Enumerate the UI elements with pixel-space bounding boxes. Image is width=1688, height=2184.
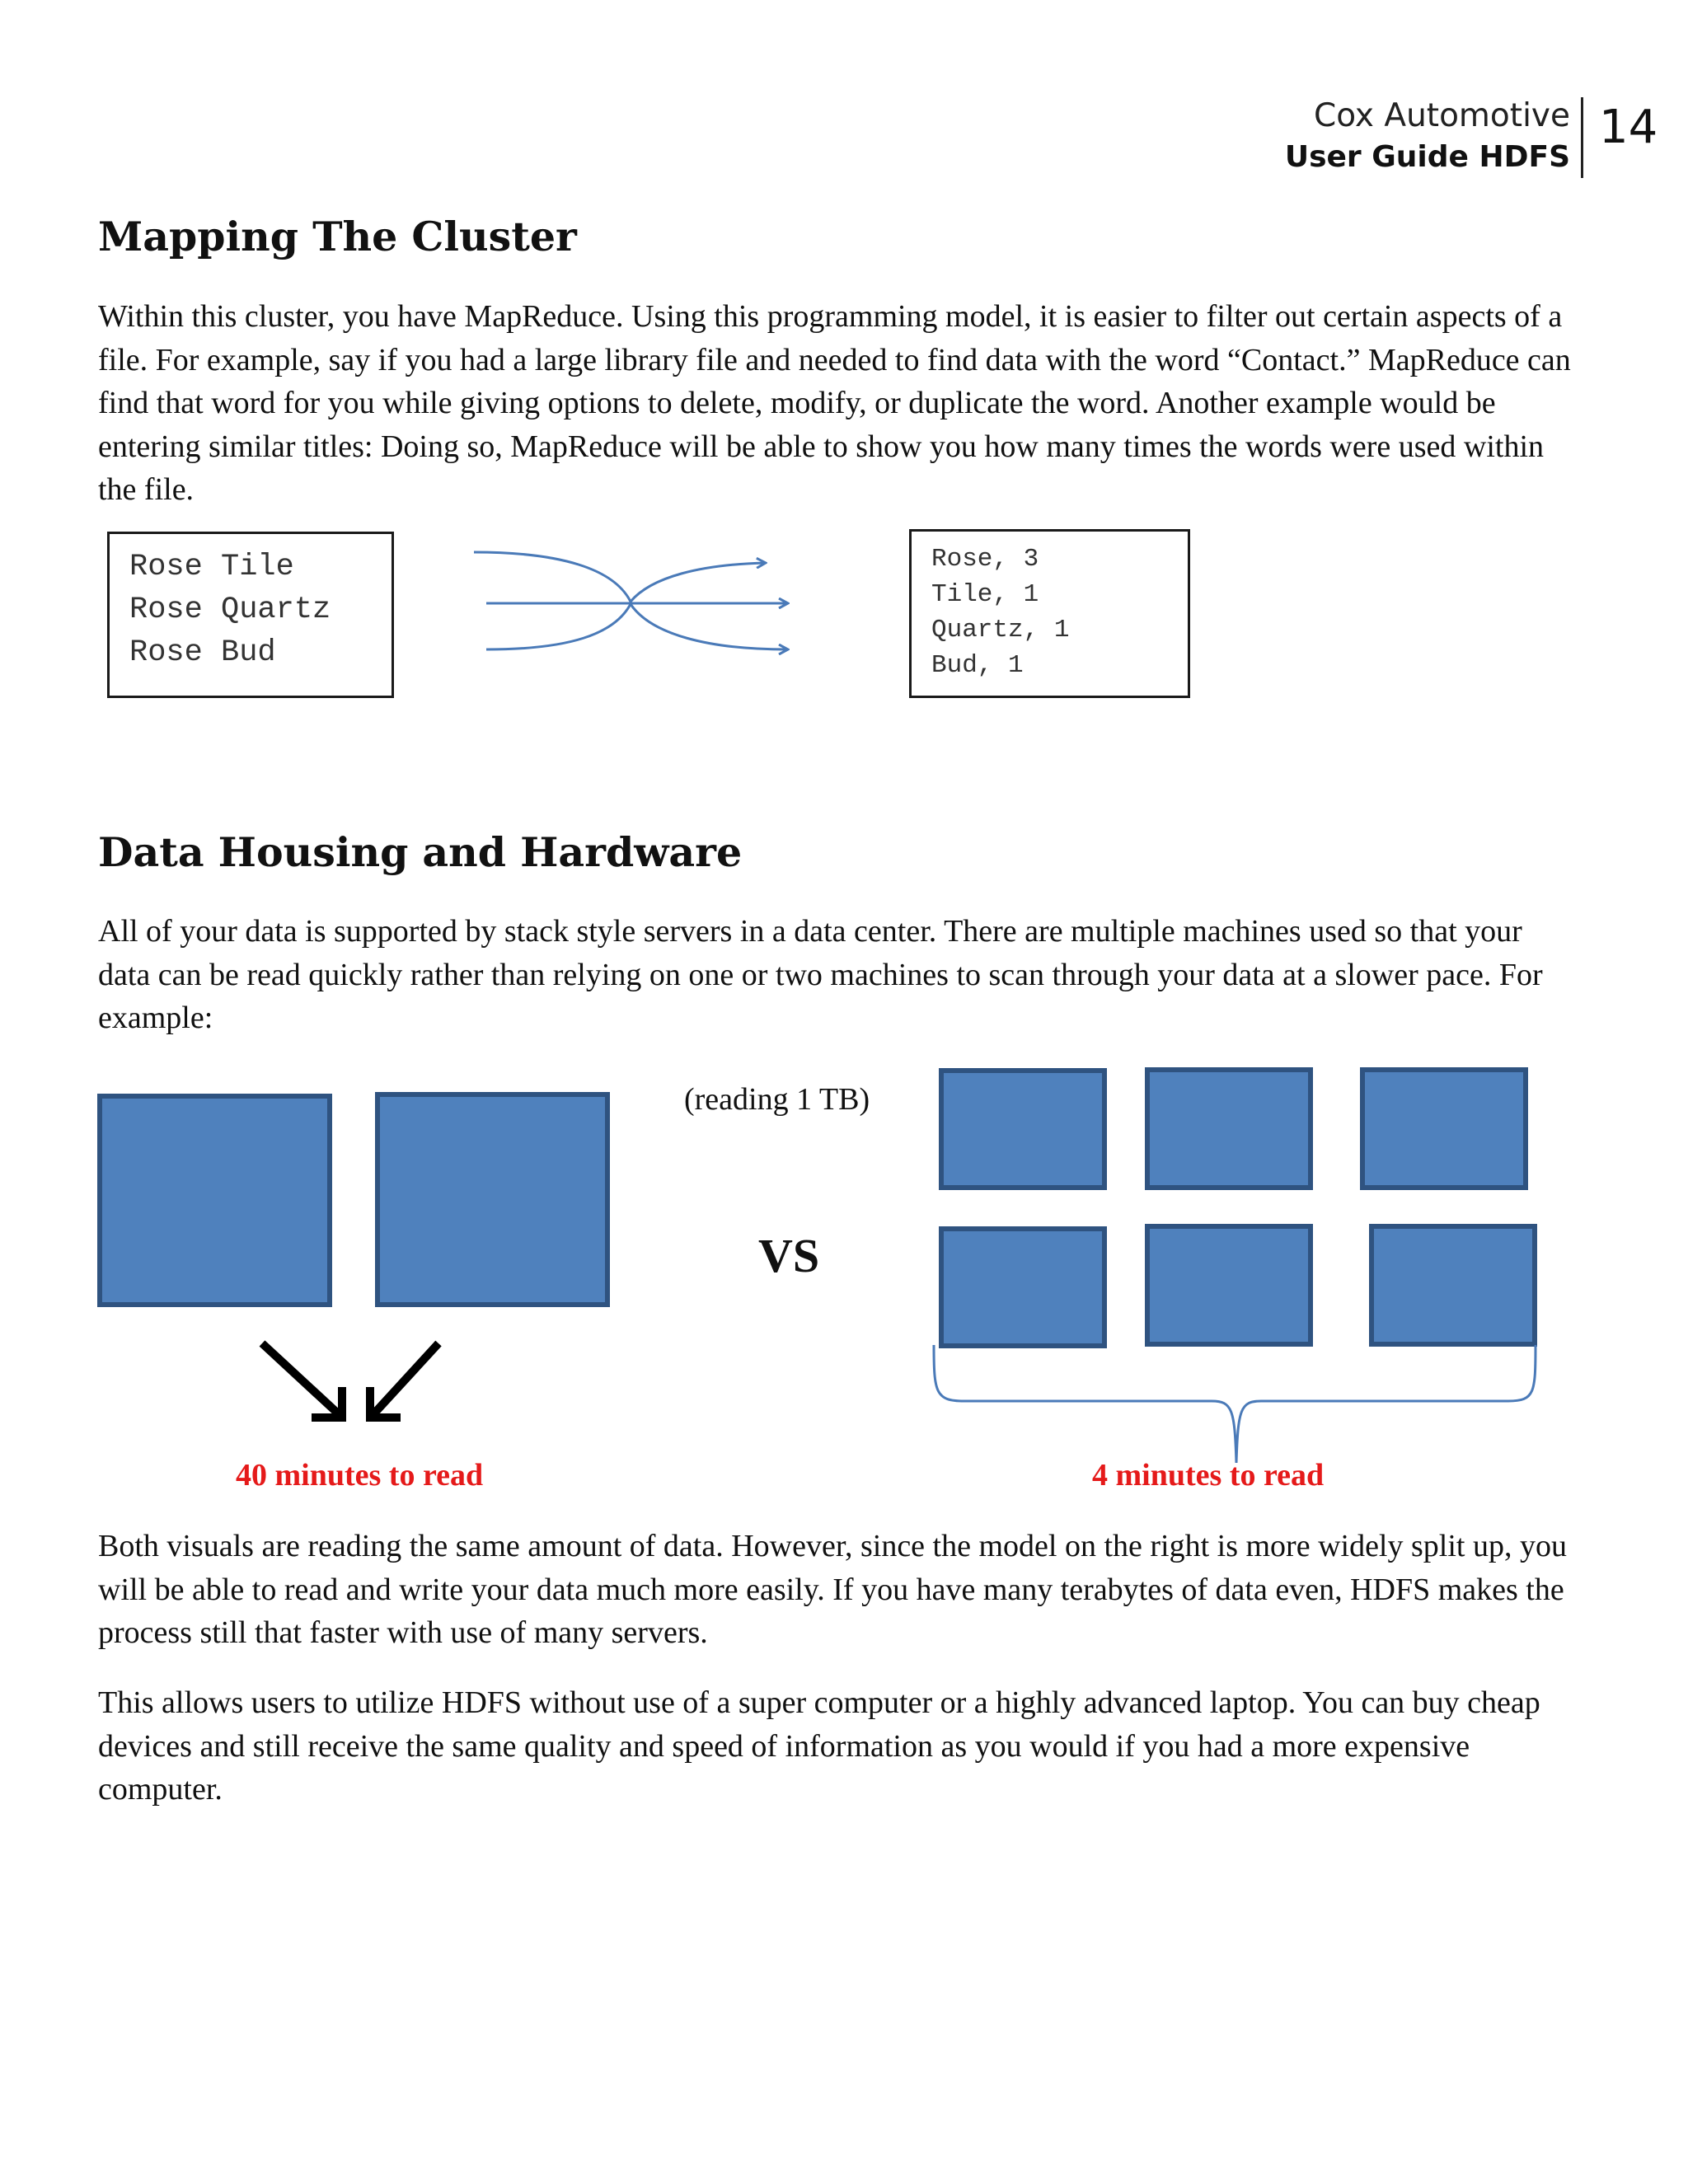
header-guide-title: User Guide HDFS bbox=[1284, 140, 1570, 174]
server-block-small bbox=[1362, 1070, 1526, 1188]
mapreduce-arrows bbox=[474, 552, 787, 649]
input-line: Rose Tile bbox=[129, 550, 294, 584]
server-block-small bbox=[941, 1229, 1104, 1346]
server-block-large bbox=[100, 1096, 330, 1305]
input-line: Rose Quartz bbox=[129, 593, 331, 627]
right-server-group bbox=[941, 1070, 1535, 1346]
output-line: Bud, 1 bbox=[931, 651, 1024, 680]
left-server-group bbox=[100, 1094, 607, 1305]
server-block-small bbox=[1147, 1070, 1311, 1188]
page-number: 14 bbox=[1599, 101, 1658, 154]
header-company: Cox Automotive bbox=[1314, 97, 1570, 134]
reading-caption: (reading 1 TB) bbox=[684, 1082, 870, 1117]
arrow-down-right bbox=[262, 1343, 338, 1413]
left-read-time-label: 40 minutes to read bbox=[236, 1458, 484, 1493]
section-heading-data-housing: Data Housing and Hardware bbox=[98, 828, 743, 876]
server-block-small bbox=[941, 1071, 1104, 1188]
output-line: Quartz, 1 bbox=[931, 616, 1070, 644]
paragraph-data-housing: All of your data is supported by stack style servers in a data center. There are multiple machines used so that your data can be read quickly rather than relying on one or two machines to scan through your data at a slower pace. For example: bbox=[98, 914, 1543, 1035]
black-arrows bbox=[262, 1343, 438, 1418]
map-arrow-top bbox=[474, 552, 765, 602]
right-read-time-label: 4 minutes to read bbox=[1092, 1458, 1325, 1493]
output-line: Tile, 1 bbox=[931, 580, 1039, 609]
paragraph-cheap-devices: This allows users to utilize HDFS without use of a super computer or a highly advanced laptop. You can buy cheap devices and still receive the same quality and speed of information as you would if you had a more expensive computer. bbox=[98, 1685, 1540, 1807]
server-block-small bbox=[1147, 1226, 1311, 1344]
paragraph-comparison: Both visuals are reading the same amount of data. However, since the model on the right is more widely split up, you will be able to read and write your data much more easily. If you have many terabytes of data even, HDFS makes the process still that faster with use of many servers. bbox=[98, 1529, 1567, 1650]
brace bbox=[934, 1345, 1536, 1463]
paragraph-mapreduce: Within this cluster, you have MapReduce. Using this programming model, it is easier to filter out certain aspects of a file. For example, say if you had a large library file and needed to find data with the word “Contact.” MapReduce can find that word for you while giving options to delete, modify, or duplicate the word. Another example would be entering similar titles: Doing so, MapReduce will be able to show you how many times the words were used within the file. bbox=[98, 299, 1571, 507]
map-arrow-bottom bbox=[486, 604, 787, 649]
arrow-down-left bbox=[374, 1343, 438, 1413]
server-block-small bbox=[1372, 1226, 1535, 1344]
vs-label: VS bbox=[758, 1229, 820, 1282]
section-heading-mapping: Mapping The Cluster bbox=[98, 213, 577, 260]
server-block-large bbox=[377, 1094, 607, 1305]
input-line: Rose Bud bbox=[129, 635, 276, 670]
output-line: Rose, 3 bbox=[931, 545, 1039, 574]
